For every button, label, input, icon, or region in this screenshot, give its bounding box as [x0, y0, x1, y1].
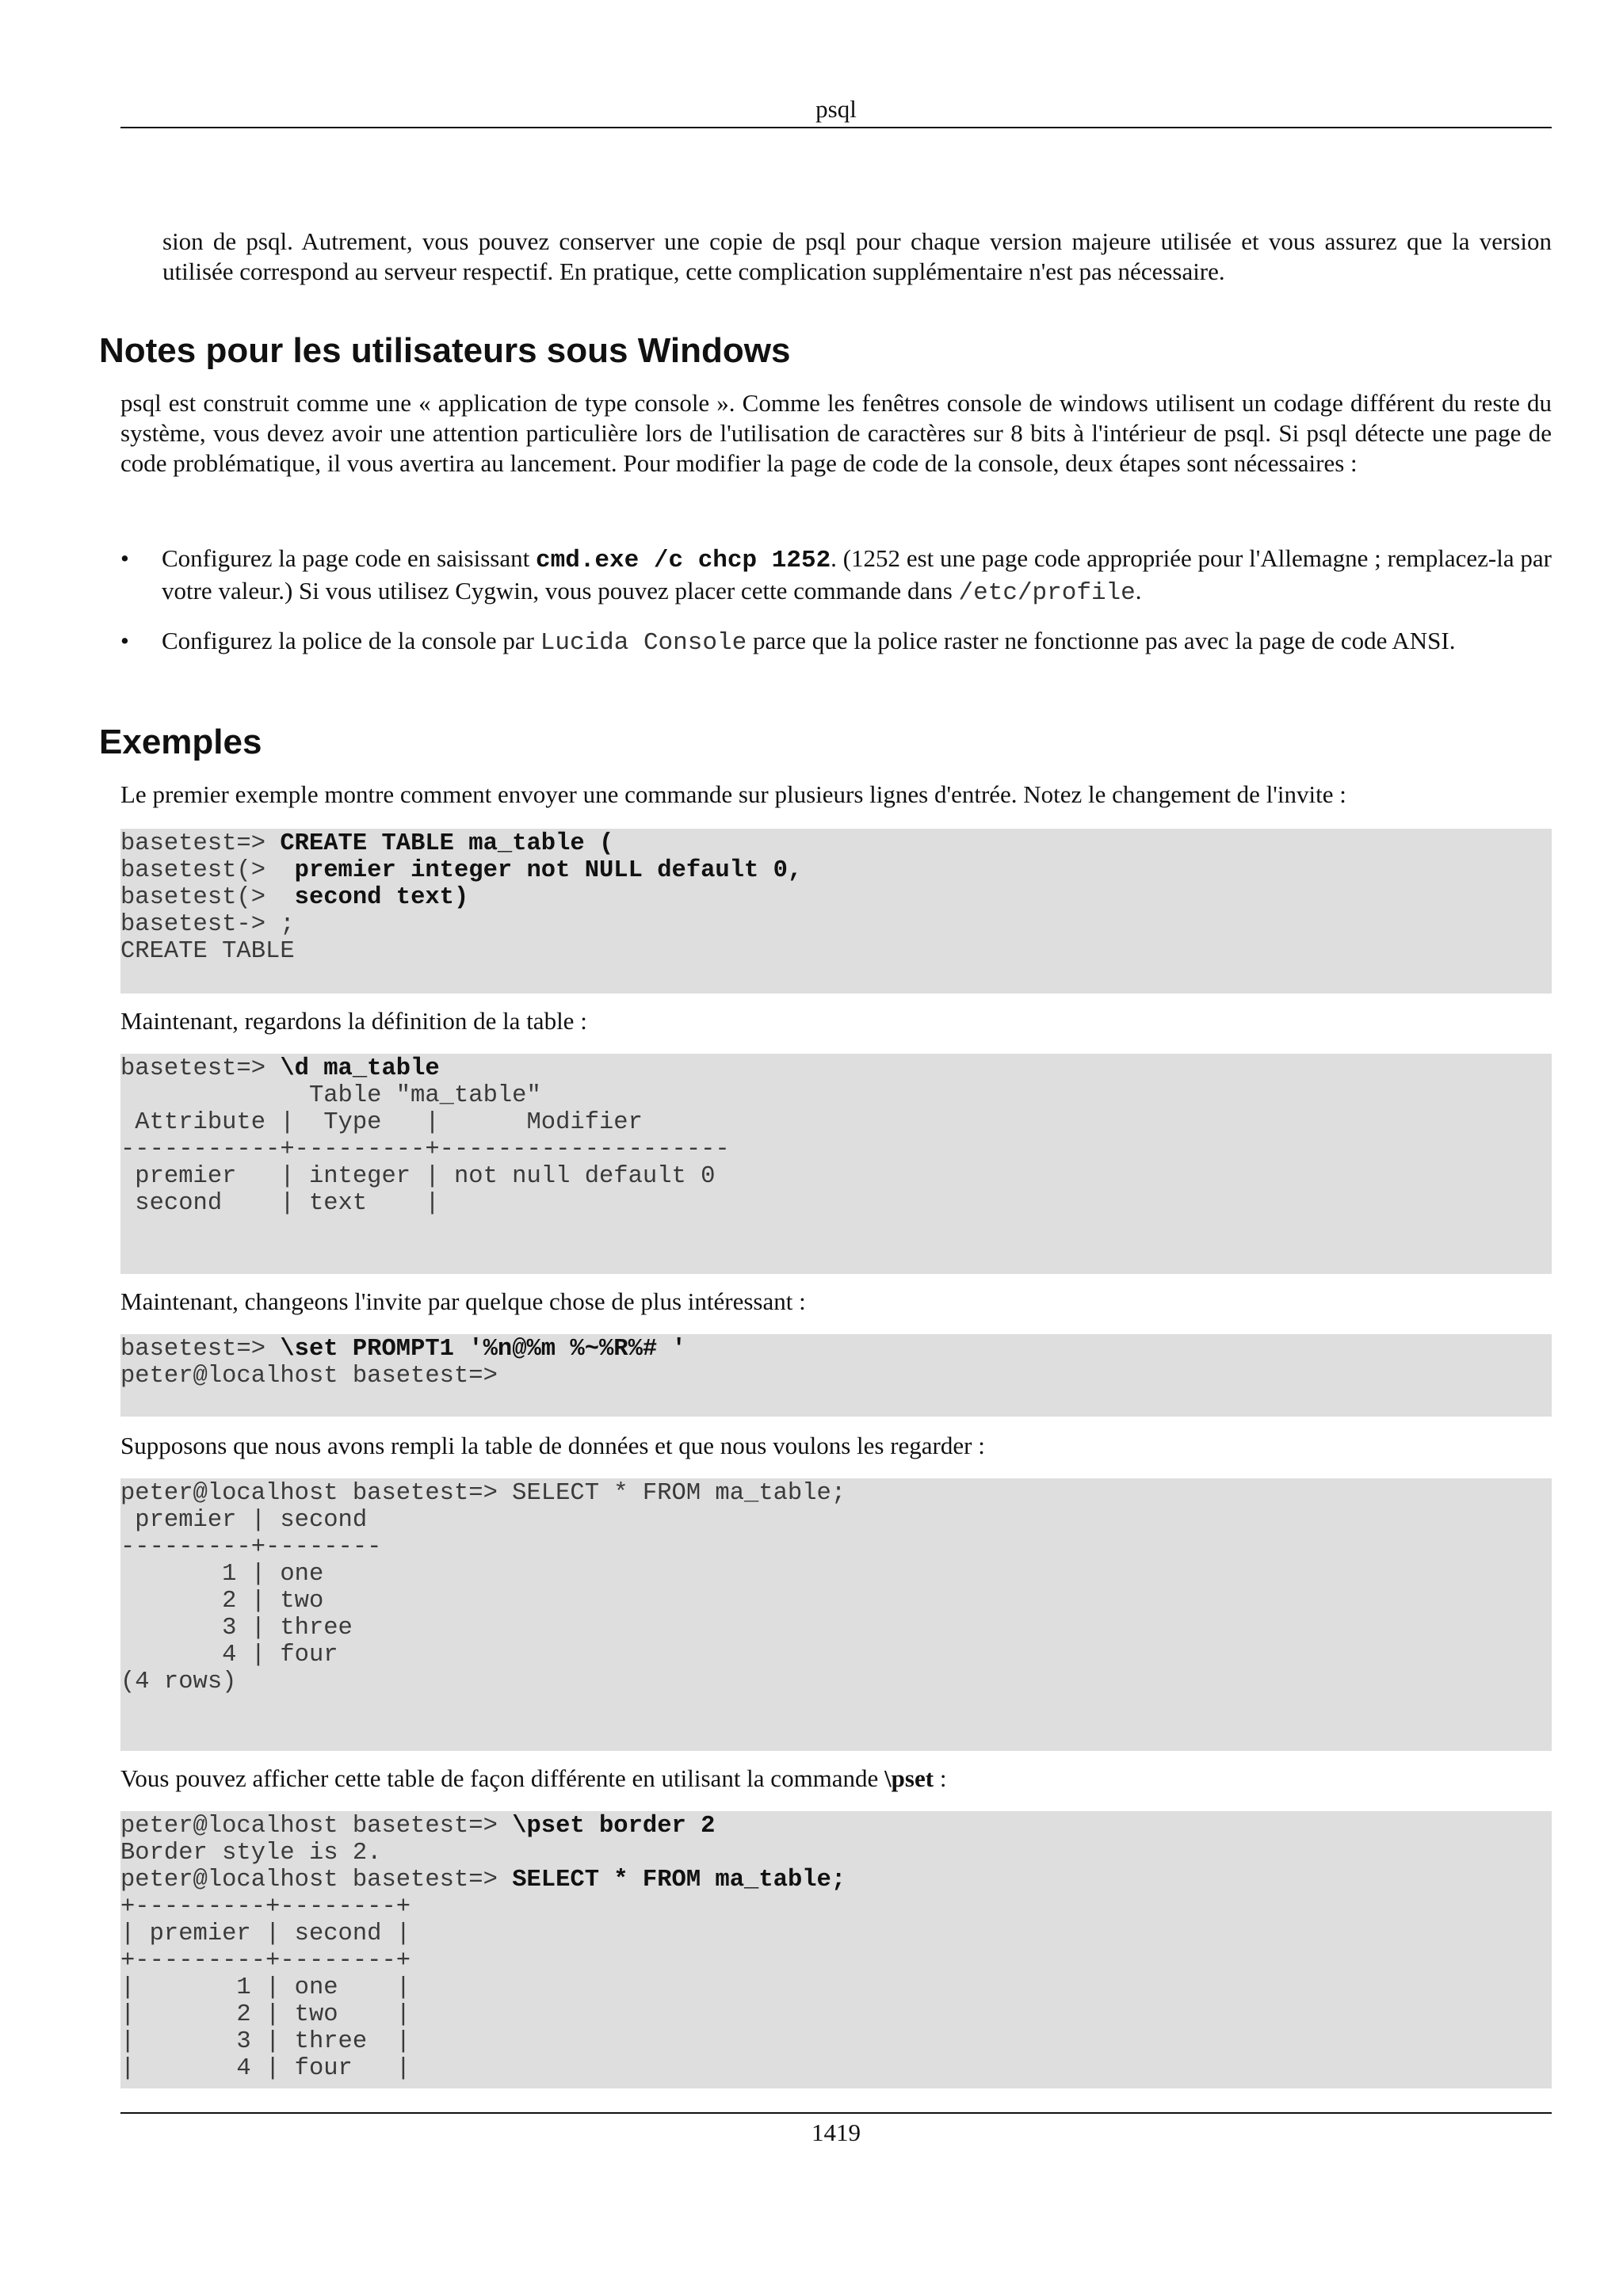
list-item-text-after: . [1135, 577, 1142, 605]
list-item-text-before: Configurez la police de la console par [162, 627, 540, 654]
screen-output-text: ---------+-------- [120, 1534, 382, 1561]
bullet-icon: • [120, 544, 129, 572]
screen-line [120, 1813, 1552, 1840]
screen-input-text: \set PROMPT1 '%n@%m %~%R%# ' [280, 1336, 686, 1363]
screen-line [120, 1136, 1552, 1163]
screen-output-text: | 3 | three | [120, 2028, 411, 2055]
screen-line [120, 857, 1552, 884]
running-header: psql [815, 95, 857, 123]
screen-output-text: Border style is 2. [120, 1840, 382, 1867]
screen-input-text: \d ma_table [280, 1055, 440, 1082]
windows-steps-list [120, 543, 1552, 658]
screen-output-text: basetest(> [120, 884, 295, 911]
screen-output-text: | 1 | one | [120, 1974, 411, 2001]
screen-line [120, 884, 1552, 911]
screen-output-text: 1 | one [120, 1561, 324, 1588]
screen-output-text: Attribute | Type | Modifier [120, 1109, 643, 1136]
screen-output-text: (4 rows) [120, 1669, 237, 1695]
list-item-text-before: Configurez la page code en saisissant [162, 544, 536, 572]
screen-line [120, 1947, 1552, 1974]
screen-line [120, 1561, 1552, 1588]
screen-line [120, 1055, 1552, 1082]
screen-line [120, 1163, 1552, 1190]
screen-line [120, 1480, 1552, 1507]
screen-output-text: second | text | [120, 1190, 440, 1217]
screen-line [120, 2001, 1552, 2028]
screen-line [120, 1082, 1552, 1109]
screen-output-text: basetest=> [120, 1055, 281, 1082]
paragraph-5-before: Vous pouvez afficher cette table de façon différente en utilisant la commande [120, 1764, 885, 1792]
screen-input-text: SELECT * FROM ma_table; [512, 1867, 846, 1894]
screen-describe-table [120, 1054, 1552, 1274]
screen-output-text: +---------+--------+ [120, 1947, 411, 1974]
examples-paragraph-4: Supposons que nous avons rempli la table de données et que nous voulons les regarder : [120, 1432, 985, 1459]
screen-line [120, 1507, 1552, 1534]
paragraph-5-after: : [934, 1764, 947, 1792]
screen-line [120, 1920, 1552, 1947]
header-rule [120, 127, 1552, 128]
screen-line [120, 2055, 1552, 2082]
screen-output-text: | 4 | four | [120, 2055, 411, 2082]
screen-output-text: basetest(> [120, 857, 295, 884]
screen-input-text: \pset border 2 [512, 1813, 716, 1840]
list-item [120, 626, 1552, 658]
screen-output-text: CREATE TABLE [120, 938, 295, 965]
examples-paragraph-1: Le premier exemple montre comment envoyer une commande sur plusieurs lignes d'entrée. Notez le changement de l'invite : [120, 780, 1346, 808]
screen-output-text: peter@localhost basetest=> [120, 1363, 498, 1390]
screen-output-text: premier | integer | not null default 0 [120, 1163, 716, 1190]
list-item-text-after: parce que la police raster ne fonctionne pas avec la page de code ANSI. [747, 627, 1456, 654]
screen-output-text: 3 | three [120, 1615, 353, 1642]
screen-output-text: | premier | second | [120, 1920, 411, 1947]
screen-output-text: premier | second [120, 1507, 368, 1534]
chcp-command: cmd.exe /c chcp 1252 [535, 547, 831, 574]
page-number: 1419 [812, 2119, 861, 2146]
footer-rule [120, 2112, 1552, 2114]
screen-input-text: second text) [294, 884, 469, 911]
screen-line [120, 1894, 1552, 1920]
windows-paragraph: psql est construit comme une « application de type console ». Comme les fenêtres console de windows utilisent un codage différent du reste du système, vous devez avoir une attention particulière lors de l'utilisation de caractères sur 8 bits à l'intérieur de psql. Si psql détecte une page de code problématique, il vous avertira au lancement. Pour modifier la page de code de la console, deux étapes sont nécessaires : [120, 389, 1552, 477]
screen-line [120, 1840, 1552, 1867]
intro-paragraph: sion de psql. Autrement, vous pouvez conserver une copie de psql pour chaque version majeure utilisée et vous assurez que la version utilisée correspond au serveur respectif. En pratique, cette complication supplémentaire n'est pas nécessaire. [162, 227, 1552, 285]
examples-paragraph-3: Maintenant, changeons l'invite par quelque chose de plus intéressant : [120, 1287, 806, 1315]
screen-output-text: +---------+--------+ [120, 1894, 411, 1920]
screen-line [120, 1190, 1552, 1217]
list-item-text-middle: . (1252 est une page code appropriée pour l'Allemagne ; remplacez-la par votre valeur.) Si vous utilisez Cygwin, vous pouvez placer cette commande dans [162, 544, 1552, 605]
list-item-text [162, 543, 1552, 608]
screen-line [120, 2028, 1552, 2055]
list-item-text [162, 626, 1552, 658]
screen-line [120, 1615, 1552, 1642]
screen-select-rows [120, 1478, 1552, 1751]
bullet-icon: • [120, 627, 129, 654]
screen-line [120, 1109, 1552, 1136]
examples-paragraph-5 [120, 1764, 1552, 1794]
screen-input-text: CREATE TABLE ma_table ( [280, 830, 614, 857]
screen-line [120, 1669, 1552, 1695]
screen-line [120, 1588, 1552, 1615]
screen-output-text: -----------+---------+-------------------- [120, 1136, 730, 1163]
screen-line [120, 1363, 1552, 1390]
screen-output-text: peter@localhost basetest=> [120, 1813, 513, 1840]
screen-line [120, 1336, 1552, 1363]
examples-paragraph-2: Maintenant, regardons la définition de la table : [120, 1007, 587, 1035]
screen-output-text: basetest=> [120, 830, 281, 857]
section-title-windows: Notes pour les utilisateurs sous Windows [99, 331, 791, 370]
screen-output-text: basetest=> [120, 1336, 281, 1363]
screen-create-table [120, 829, 1552, 994]
screen-output-text: Table "ma_table" [120, 1082, 541, 1109]
section-title-examples: Exemples [99, 723, 262, 761]
screen-line [120, 911, 1552, 938]
profile-path: /etc/profile [958, 579, 1136, 607]
screen-output-text: peter@localhost basetest=> SELECT * FROM ma_table; [120, 1480, 846, 1507]
screen-pset-border [120, 1811, 1552, 2088]
screen-line [120, 938, 1552, 965]
screen-line [120, 1642, 1552, 1669]
screen-output-text: basetest-> ; [120, 911, 295, 938]
screen-output-text: | 2 | two | [120, 2001, 411, 2028]
pset-command: \pset [884, 1764, 934, 1792]
screen-line [120, 830, 1552, 857]
screen-line [120, 1974, 1552, 2001]
screen-output-text: 2 | two [120, 1588, 324, 1615]
screen-set-prompt [120, 1334, 1552, 1417]
console-font-name: Lucida Console [540, 629, 747, 657]
screen-output-text: 4 | four [120, 1642, 338, 1669]
screen-output-text: peter@localhost basetest=> [120, 1867, 513, 1894]
screen-line [120, 1867, 1552, 1894]
list-item [120, 543, 1552, 608]
screen-input-text: premier integer not NULL default 0, [294, 857, 803, 884]
screen-line [120, 1534, 1552, 1561]
